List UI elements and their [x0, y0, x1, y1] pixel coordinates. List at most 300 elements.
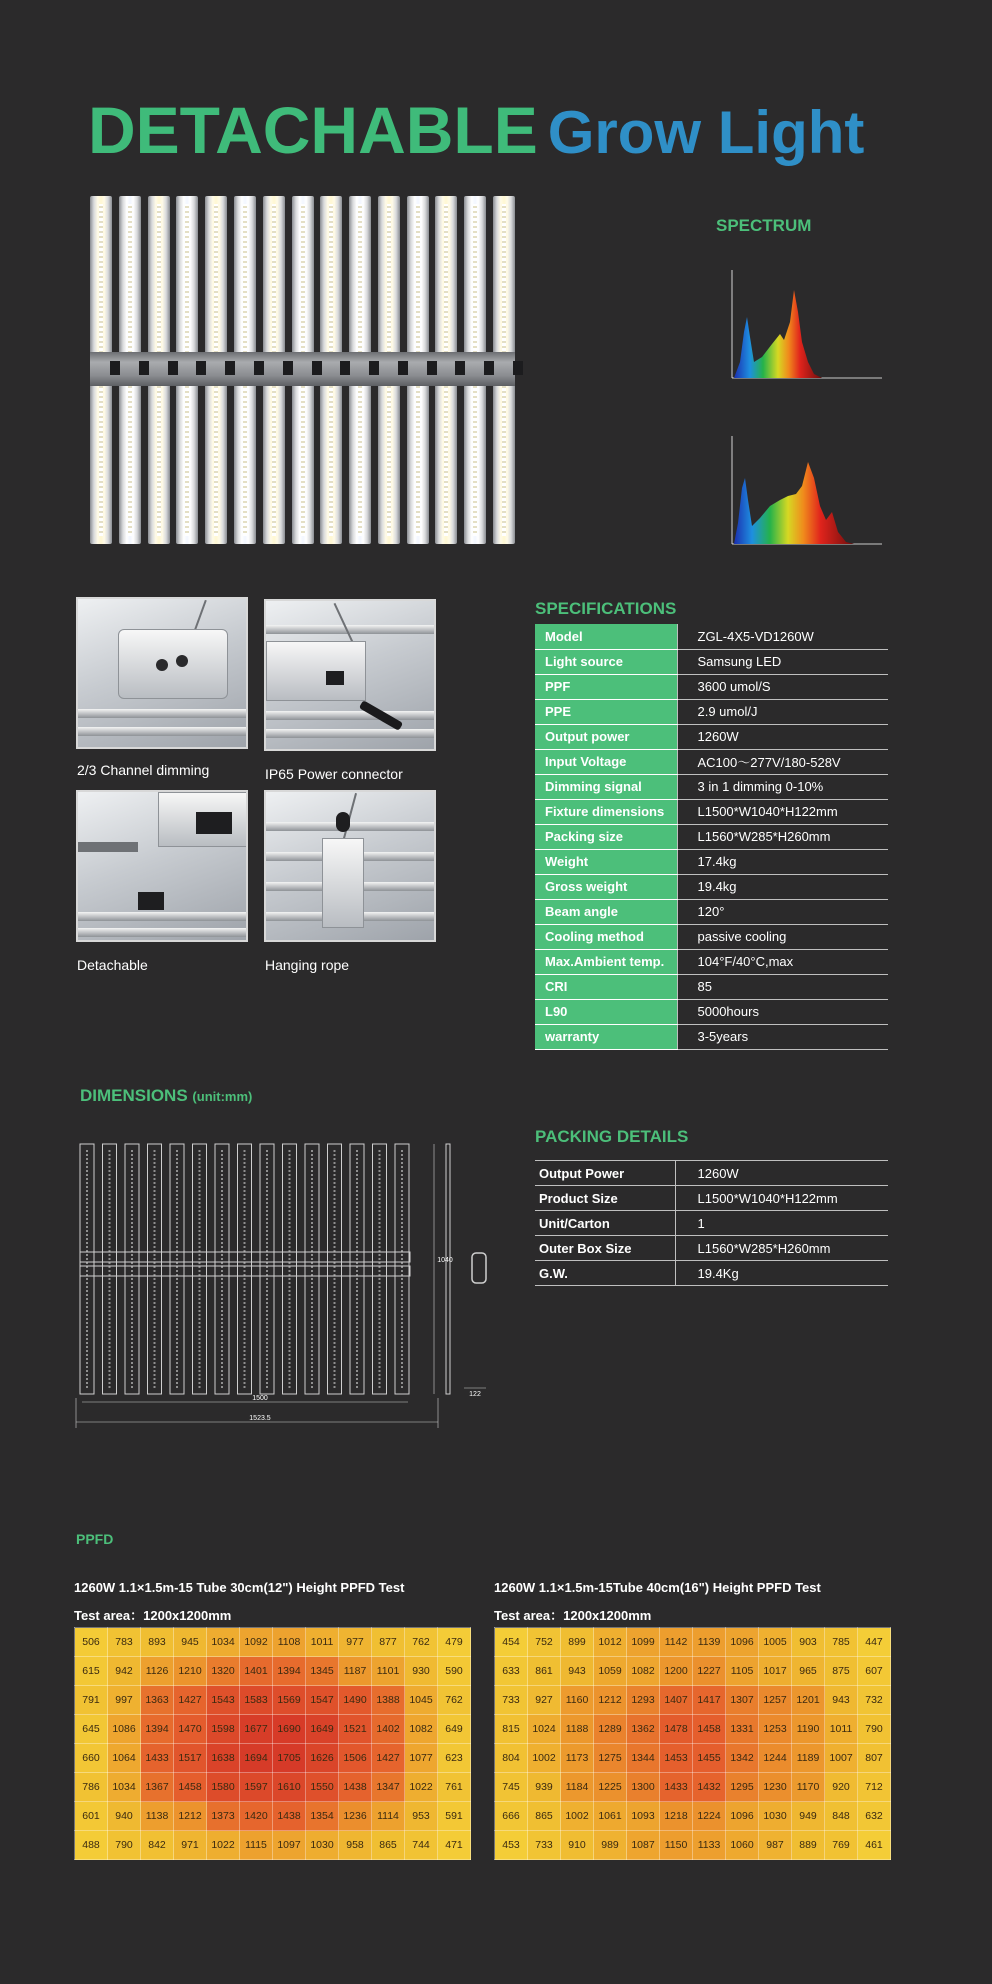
ppfd-cell: 1187 [339, 1657, 372, 1686]
spec-row [535, 974, 888, 999]
dim-tube [125, 1144, 139, 1394]
packing-value: 1 [675, 1211, 888, 1236]
ppfd-cell: 1007 [825, 1744, 858, 1773]
ppfd-cell: 910 [561, 1831, 594, 1860]
specifications-heading: SPECIFICATIONS [535, 599, 677, 618]
packing-heading: PACKING DETAILS [535, 1127, 689, 1146]
ppfd-test-2-title: 1260W 1.1×1.5m-15Tube 40cm(16") Height PPFD Test [494, 1580, 821, 1595]
dim-tube [350, 1144, 364, 1394]
spec-row [535, 699, 888, 724]
ppfd-cell: 790 [858, 1715, 891, 1744]
ppfd-cell: 1373 [207, 1802, 240, 1831]
ppfd-cell: 865 [528, 1802, 561, 1831]
caption-channel-dimming: 2/3 Channel dimming [77, 762, 210, 778]
ppfd-cell: 1225 [594, 1773, 627, 1802]
ppfd-row [75, 1715, 471, 1744]
ppfd-cell: 1133 [693, 1831, 726, 1860]
ppfd-cell: 1253 [759, 1715, 792, 1744]
ppfd-cell: 762 [438, 1686, 471, 1715]
spec-value: 3 in 1 dimming 0-10% [677, 774, 888, 799]
spec-row [535, 899, 888, 924]
dimensions-heading [80, 1086, 252, 1106]
ppfd-cell: 1598 [207, 1715, 240, 1744]
ppfd-cell: 1045 [405, 1686, 438, 1715]
packing-row [535, 1236, 888, 1261]
spec-key: Dimming signal [535, 774, 677, 799]
packing-value: 19.4Kg [675, 1261, 888, 1286]
spec-value: 104°F/40°C,max [677, 949, 888, 974]
ppfd-row [75, 1628, 471, 1657]
ppfd-row [75, 1802, 471, 1831]
spec-key: CRI [535, 974, 677, 999]
ppfd-cell: 1478 [660, 1715, 693, 1744]
ppfd-cell: 791 [75, 1686, 108, 1715]
spec-value: 5000hours [677, 999, 888, 1024]
ppfd-cell: 1142 [660, 1628, 693, 1657]
ppfd-row [495, 1773, 891, 1802]
tube-clip [196, 361, 206, 375]
ppfd-cell: 1394 [141, 1715, 174, 1744]
caption-hanging-rope: Hanging rope [265, 957, 350, 973]
ppfd-cell: 1138 [141, 1802, 174, 1831]
ppfd-cell: 1034 [207, 1628, 240, 1657]
ppfd-cell: 762 [405, 1628, 438, 1657]
specifications-table [535, 624, 888, 1050]
dim-tube [238, 1144, 252, 1394]
ppfd-cell: 997 [108, 1686, 141, 1715]
ppfd-cell: 1201 [792, 1686, 825, 1715]
ppfd-cell: 1580 [207, 1773, 240, 1802]
ppfd-heading: PPFD [76, 1531, 114, 1547]
ppfd-cell: 953 [405, 1802, 438, 1831]
spec-key: Light source [535, 649, 677, 674]
ppfd-cell: 1170 [792, 1773, 825, 1802]
caption-detachable: Detachable [77, 957, 148, 973]
spec-key: Model [535, 624, 677, 649]
ppfd-cell: 649 [438, 1715, 471, 1744]
ppfd-row [495, 1628, 891, 1657]
ppfd-grid-1 [74, 1627, 471, 1860]
spec-value: 1260W [677, 724, 888, 749]
spec-key: Input Voltage [535, 749, 677, 774]
ppfd-row [495, 1715, 891, 1744]
ppfd-cell: 1108 [273, 1628, 306, 1657]
dim-tube [328, 1144, 342, 1394]
ppfd-cell: 1388 [372, 1686, 405, 1715]
ppfd-cell: 1077 [405, 1744, 438, 1773]
ppfd-cell: 1096 [726, 1628, 759, 1657]
spec-key: Cooling method [535, 924, 677, 949]
ppfd-cell: 1126 [141, 1657, 174, 1686]
ppfd-cell: 488 [75, 1831, 108, 1860]
ppfd-row [75, 1744, 471, 1773]
ppfd-cell: 1597 [240, 1773, 273, 1802]
ppfd-row [75, 1657, 471, 1686]
ppfd-cell: 1024 [528, 1715, 561, 1744]
spectrum-chart-1 [722, 262, 882, 387]
ppfd-cell: 733 [528, 1831, 561, 1860]
spec-key: Weight [535, 849, 677, 874]
spec-value: 2.9 umol/J [677, 699, 888, 724]
ppfd-cell: 1455 [693, 1744, 726, 1773]
ppfd-cell: 1086 [108, 1715, 141, 1744]
ppfd-cell: 949 [792, 1802, 825, 1831]
ppfd-cell: 1030 [306, 1831, 339, 1860]
ppfd-cell: 1227 [693, 1657, 726, 1686]
ppfd-cell: 1394 [273, 1657, 306, 1686]
ppfd-cell: 965 [792, 1657, 825, 1686]
ppfd-cell: 1212 [594, 1686, 627, 1715]
ppfd-cell: 1150 [660, 1831, 693, 1860]
spec-key: PPE [535, 699, 677, 724]
spec-row [535, 774, 888, 799]
ppfd-cell: 1060 [726, 1831, 759, 1860]
ppfd-cell: 1160 [561, 1686, 594, 1715]
ppfd-cell: 1402 [372, 1715, 405, 1744]
ppfd-cell: 987 [759, 1831, 792, 1860]
ppfd-cell: 1367 [141, 1773, 174, 1802]
ppfd-cell: 1017 [759, 1657, 792, 1686]
ppfd-cell: 1210 [174, 1657, 207, 1686]
ppfd-cell: 1092 [240, 1628, 273, 1657]
ppfd-cell: 1432 [693, 1773, 726, 1802]
dim-tube [373, 1144, 387, 1394]
spec-value: AC100～277V/180-528V [677, 749, 888, 774]
grow-light-image [90, 196, 515, 544]
spec-value: 3600 umol/S [677, 674, 888, 699]
ppfd-cell: 1082 [405, 1715, 438, 1744]
ppfd-cell: 1099 [627, 1628, 660, 1657]
ppfd-cell: 1569 [273, 1686, 306, 1715]
ppfd-cell: 1030 [759, 1802, 792, 1831]
ppfd-cell: 1087 [627, 1831, 660, 1860]
ppfd-cell: 1230 [759, 1773, 792, 1802]
ppfd-cell: 733 [495, 1686, 528, 1715]
ppfd-cell: 471 [438, 1831, 471, 1860]
ppfd-cell: 848 [825, 1802, 858, 1831]
caption-power-connector: IP65 Power connector [265, 766, 403, 782]
ppfd-cell: 1331 [726, 1715, 759, 1744]
ppfd-cell: 761 [438, 1773, 471, 1802]
ppfd-cell: 615 [75, 1657, 108, 1686]
ppfd-cell: 1300 [627, 1773, 660, 1802]
ppfd-cell: 660 [75, 1744, 108, 1773]
driver-bar [90, 352, 515, 386]
spec-row [535, 849, 888, 874]
ppfd-row [495, 1686, 891, 1715]
photo-power-connector [264, 599, 436, 751]
spec-row [535, 949, 888, 974]
ppfd-cell: 506 [75, 1628, 108, 1657]
ppfd-cell: 1438 [273, 1802, 306, 1831]
ppfd-cell: 1289 [594, 1715, 627, 1744]
ppfd-cell: 1257 [759, 1686, 792, 1715]
ppfd-cell: 752 [528, 1628, 561, 1657]
dim-label-122: 122 [469, 1391, 481, 1398]
packing-value: L1500*W1040*H122mm [675, 1186, 888, 1211]
ppfd-cell: 732 [858, 1686, 891, 1715]
spec-key: Output power [535, 724, 677, 749]
ppfd-cell: 943 [825, 1686, 858, 1715]
ppfd-cell: 1320 [207, 1657, 240, 1686]
packing-value: L1560*W285*H260mm [675, 1236, 888, 1261]
ppfd-cell: 1438 [339, 1773, 372, 1802]
tube-clip [427, 361, 437, 375]
ppfd-cell: 712 [858, 1773, 891, 1802]
ppfd-cell: 1236 [339, 1802, 372, 1831]
ppfd-row [495, 1831, 891, 1860]
spec-value: 120° [677, 899, 888, 924]
ppfd-cell: 977 [339, 1628, 372, 1657]
ppfd-cell: 1347 [372, 1773, 405, 1802]
ppfd-cell: 453 [495, 1831, 528, 1860]
ppfd-cell: 1218 [660, 1802, 693, 1831]
spec-value: 3-5years [677, 1024, 888, 1049]
tube-clip [110, 361, 120, 375]
ppfd-cell: 461 [858, 1831, 891, 1860]
packing-row [535, 1261, 888, 1286]
ppfd-cell: 804 [495, 1744, 528, 1773]
dim-tube [260, 1144, 274, 1394]
ppfd-cell: 1188 [561, 1715, 594, 1744]
ppfd-cell: 1550 [306, 1773, 339, 1802]
ppfd-cell: 744 [405, 1831, 438, 1860]
ppfd-cell: 607 [858, 1657, 891, 1686]
ppfd-cell: 842 [141, 1831, 174, 1860]
ppfd-cell: 1458 [693, 1715, 726, 1744]
dimension-drawing [74, 1138, 494, 1433]
dim-tube [103, 1144, 117, 1394]
ppfd-cell: 1690 [273, 1715, 306, 1744]
ppfd-cell: 1417 [693, 1686, 726, 1715]
ppfd-cell: 1345 [306, 1657, 339, 1686]
ppfd-cell: 786 [75, 1773, 108, 1802]
photo-hanging-rope [264, 790, 436, 942]
ppfd-cell: 945 [174, 1628, 207, 1657]
ppfd-cell: 1082 [627, 1657, 660, 1686]
ppfd-cell: 899 [561, 1628, 594, 1657]
spec-row [535, 674, 888, 699]
ppfd-cell: 1011 [306, 1628, 339, 1657]
ppfd-cell: 1275 [594, 1744, 627, 1773]
spec-row [535, 924, 888, 949]
ppfd-cell: 1244 [759, 1744, 792, 1773]
tube-clip [484, 361, 494, 375]
ppfd-cell: 1433 [141, 1744, 174, 1773]
ppfd-cell: 1002 [561, 1802, 594, 1831]
ppfd-cell: 1005 [759, 1628, 792, 1657]
ppfd-test-2-area: Test area：1200x1200mm [494, 1608, 652, 1623]
spec-row [535, 874, 888, 899]
spec-value: Samsung LED [677, 649, 888, 674]
packing-row [535, 1211, 888, 1236]
spec-row [535, 624, 888, 649]
ppfd-row [75, 1686, 471, 1715]
packing-row [535, 1186, 888, 1211]
ppfd-cell: 1583 [240, 1686, 273, 1715]
ppfd-cell: 1694 [240, 1744, 273, 1773]
ppfd-cell: 1677 [240, 1715, 273, 1744]
ppfd-test-1-title: 1260W 1.1×1.5m-15 Tube 30cm(12") Height PPFD Test [74, 1580, 405, 1595]
ppfd-row [495, 1657, 891, 1686]
ppfd-cell: 1547 [306, 1686, 339, 1715]
tube-clip [369, 361, 379, 375]
ppfd-cell: 1189 [792, 1744, 825, 1773]
ppfd-cell: 875 [825, 1657, 858, 1686]
tube-clip [398, 361, 408, 375]
spectrum-heading: SPECTRUM [716, 216, 812, 235]
tube-clip [254, 361, 264, 375]
packing-table [535, 1160, 888, 1286]
ppfd-cell: 1061 [594, 1802, 627, 1831]
ppfd-cell: 1200 [660, 1657, 693, 1686]
ppfd-cell: 590 [438, 1657, 471, 1686]
packing-key: Output Power [535, 1161, 675, 1186]
ppfd-cell: 1224 [693, 1802, 726, 1831]
spec-row [535, 799, 888, 824]
ppfd-cell: 1470 [174, 1715, 207, 1744]
ppfd-cell: 1114 [372, 1802, 405, 1831]
ppfd-cell: 1034 [108, 1773, 141, 1802]
ppfd-cell: 877 [372, 1628, 405, 1657]
packing-key: G.W. [535, 1261, 675, 1286]
ppfd-cell: 815 [495, 1715, 528, 1744]
spec-value: L1560*W285*H260mm [677, 824, 888, 849]
ppfd-cell: 861 [528, 1657, 561, 1686]
ppfd-cell: 893 [141, 1628, 174, 1657]
ppfd-cell: 1401 [240, 1657, 273, 1686]
tube-clip [168, 361, 178, 375]
dim-tube [395, 1144, 409, 1394]
spec-row [535, 999, 888, 1024]
ppfd-row [75, 1773, 471, 1802]
packing-key: Outer Box Size [535, 1236, 675, 1261]
ppfd-cell: 633 [495, 1657, 528, 1686]
ppfd-row [495, 1802, 891, 1831]
ppfd-cell: 1022 [207, 1831, 240, 1860]
ppfd-cell: 1354 [306, 1802, 339, 1831]
ppfd-cell: 943 [561, 1657, 594, 1686]
ppfd-cell: 1293 [627, 1686, 660, 1715]
dim-label-1500: 1500 [252, 1395, 268, 1402]
ppfd-grid-2 [494, 1627, 891, 1860]
ppfd-cell: 1517 [174, 1744, 207, 1773]
ppfd-cell: 785 [825, 1628, 858, 1657]
ppfd-cell: 1059 [594, 1657, 627, 1686]
dimensions-title: DIMENSIONS [80, 1086, 188, 1105]
ppfd-row [495, 1744, 891, 1773]
ppfd-cell: 479 [438, 1628, 471, 1657]
ppfd-cell: 1407 [660, 1686, 693, 1715]
ppfd-cell: 1173 [561, 1744, 594, 1773]
ppfd-cell: 1344 [627, 1744, 660, 1773]
ppfd-cell: 1212 [174, 1802, 207, 1831]
ppfd-cell: 1105 [726, 1657, 759, 1686]
title-part2: Grow Light [547, 99, 865, 166]
ppfd-cell: 940 [108, 1802, 141, 1831]
ppfd-cell: 1190 [792, 1715, 825, 1744]
ppfd-cell: 601 [75, 1802, 108, 1831]
ppfd-cell: 807 [858, 1744, 891, 1773]
ppfd-cell: 889 [792, 1831, 825, 1860]
packing-row [535, 1161, 888, 1186]
dim-tube [193, 1144, 207, 1394]
spec-value: 17.4kg [677, 849, 888, 874]
ppfd-cell: 1342 [726, 1744, 759, 1773]
title-part1: DETACHABLE [88, 93, 538, 167]
tube-clip [455, 361, 465, 375]
ppfd-cell: 454 [495, 1628, 528, 1657]
ppfd-cell: 1649 [306, 1715, 339, 1744]
dim-tube [305, 1144, 319, 1394]
spectrum-chart-2 [722, 428, 882, 553]
ppfd-cell: 447 [858, 1628, 891, 1657]
ppfd-test-1-area: Test area：1200x1200mm [74, 1608, 232, 1623]
ppfd-cell: 790 [108, 1831, 141, 1860]
spec-value: ZGL-4X5-VD1260W [677, 624, 888, 649]
ppfd-cell: 1139 [693, 1628, 726, 1657]
dim-tube [283, 1144, 297, 1394]
dim-label-1040: 1040 [437, 1257, 453, 1264]
ppfd-cell: 1295 [726, 1773, 759, 1802]
tube-clip [225, 361, 235, 375]
ppfd-cell: 942 [108, 1657, 141, 1686]
ppfd-cell: 745 [495, 1773, 528, 1802]
ppfd-cell: 971 [174, 1831, 207, 1860]
ppfd-cell: 783 [108, 1628, 141, 1657]
ppfd-cell: 939 [528, 1773, 561, 1802]
spec-key: Beam angle [535, 899, 677, 924]
ppfd-cell: 1490 [339, 1686, 372, 1715]
spec-row [535, 724, 888, 749]
ppfd-cell: 1307 [726, 1686, 759, 1715]
packing-key: Unit/Carton [535, 1211, 675, 1236]
ppfd-cell: 1705 [273, 1744, 306, 1773]
ppfd-cell: 1093 [627, 1802, 660, 1831]
dimensions-unit: (unit:mm) [192, 1089, 253, 1104]
ppfd-row [75, 1831, 471, 1860]
ppfd-cell: 865 [372, 1831, 405, 1860]
dim-tube [215, 1144, 229, 1394]
ppfd-cell: 591 [438, 1802, 471, 1831]
ppfd-cell: 1097 [273, 1831, 306, 1860]
tube-clip [513, 361, 523, 375]
ppfd-cell: 1362 [627, 1715, 660, 1744]
ppfd-cell: 1011 [825, 1715, 858, 1744]
ppfd-cell: 1433 [660, 1773, 693, 1802]
spec-key: L90 [535, 999, 677, 1024]
spec-row [535, 749, 888, 774]
spec-key: warranty [535, 1024, 677, 1049]
ppfd-cell: 1610 [273, 1773, 306, 1802]
ppfd-cell: 1064 [108, 1744, 141, 1773]
tube-clip [139, 361, 149, 375]
dim-tube [80, 1144, 94, 1394]
spec-value: L1500*W1040*H122mm [677, 799, 888, 824]
ppfd-cell: 1115 [240, 1831, 273, 1860]
ppfd-cell: 1002 [528, 1744, 561, 1773]
dim-label-1523: 1523.5 [249, 1415, 271, 1422]
ppfd-cell: 1506 [339, 1744, 372, 1773]
ppfd-cell: 769 [825, 1831, 858, 1860]
ppfd-cell: 1543 [207, 1686, 240, 1715]
spec-row [535, 824, 888, 849]
ppfd-cell: 632 [858, 1802, 891, 1831]
ppfd-cell: 903 [792, 1628, 825, 1657]
ppfd-cell: 1096 [726, 1802, 759, 1831]
dim-tube [148, 1144, 162, 1394]
spec-key: Gross weight [535, 874, 677, 899]
